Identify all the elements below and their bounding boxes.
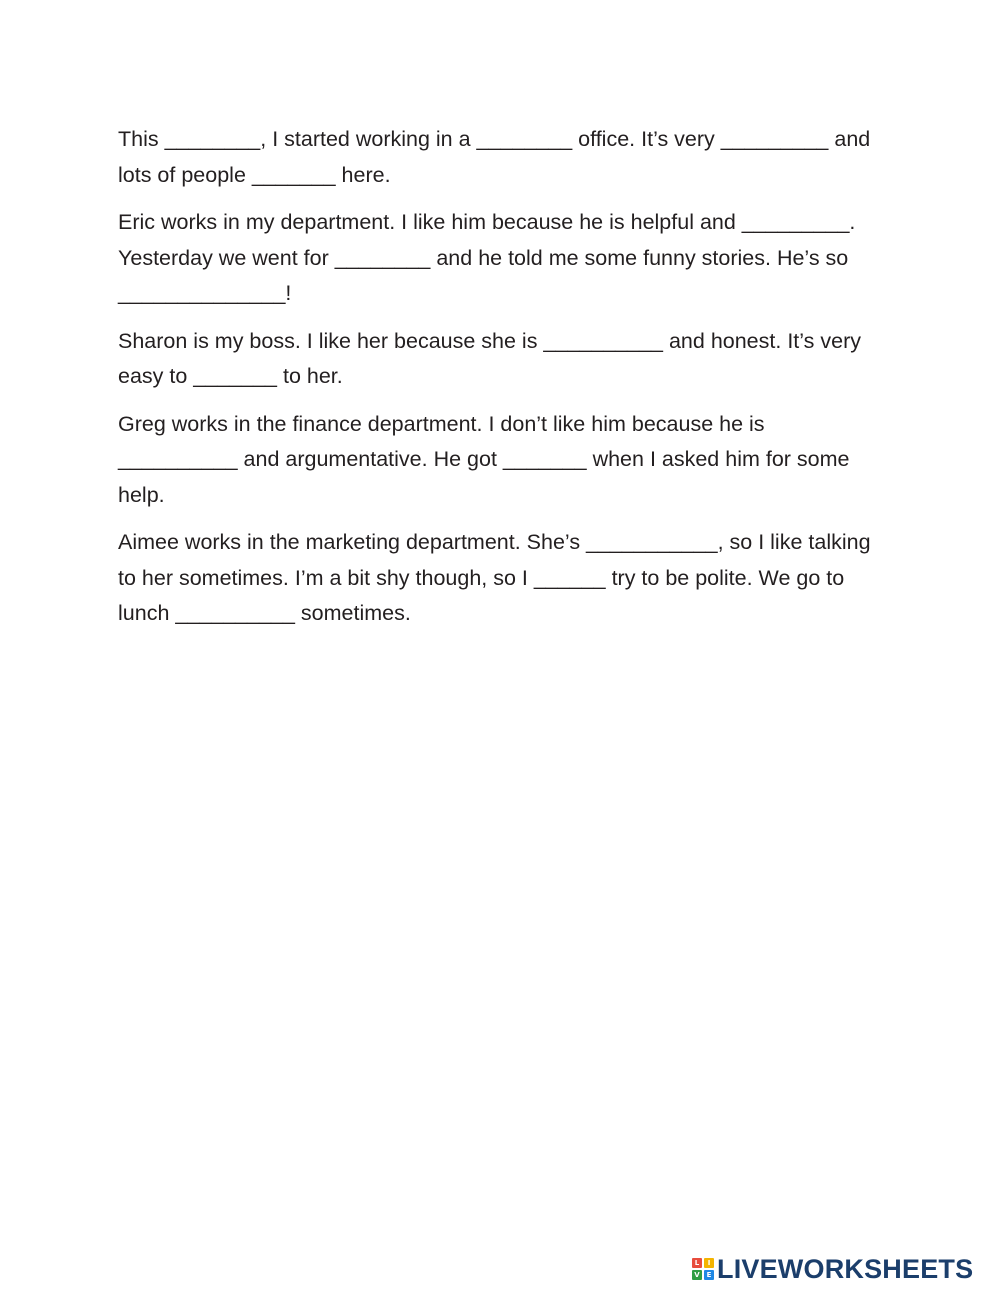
- worksheet-body: [118, 122, 888, 644]
- paragraph-aimee: Aimee works in the marketing department. She’s ___________, so I like talking to her sometimes. I’m a bit shy though, so I ______ try to be polite. We go to lunch __________ sometimes.: [118, 530, 877, 625]
- paragraph-greg: Greg works in the finance department. I don’t like him because he is __________ and argumentative. He got _______ when I asked him for some help.: [118, 411, 856, 507]
- paragraph-eric: Eric works in my department. I like him because he is helpful and _________. Yesterday we went for ________ and he told me some funny stories. He’s so ______________!: [118, 210, 861, 305]
- paragraph-sharon: Sharon is my boss. I like her because she is __________ and honest. It’s very easy to _______ to her.: [118, 328, 867, 388]
- logo-icon-tile-e: E: [704, 1270, 714, 1280]
- logo-wordmark: LIVEWORKSHEETS: [717, 1254, 974, 1284]
- logo-icon-tile-l: L: [692, 1258, 702, 1268]
- paragraph-new-office: This ________, I started working in a ________ office. It’s very _________ and lots of people _______ here.: [118, 127, 877, 187]
- liveworksheets-logo-icon: [692, 1258, 714, 1280]
- logo-icon-tile-v: V: [692, 1270, 702, 1280]
- logo-icon-tile-i: I: [704, 1258, 714, 1268]
- liveworksheets-logo: [692, 1254, 973, 1284]
